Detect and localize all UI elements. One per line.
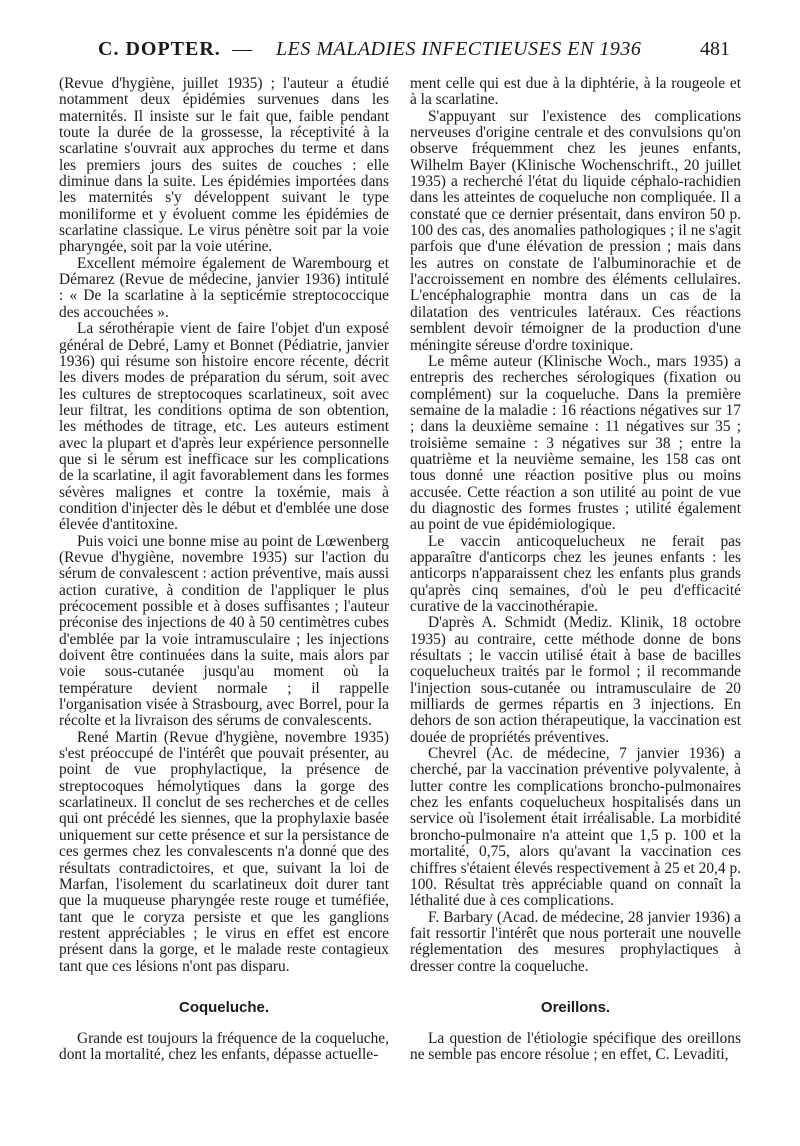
paragraph: ment celle qui est due à la diphtérie, à la rougeole et à la scarlatine.: [410, 75, 741, 109]
paragraph: Chevrel (Ac. de médecine, 7 janvier 1936) a cherché, par la vaccination préventive polyvalente, à lutter contre les complications broncho-pulmonaires chez les enfants coquelucheux hospitalisés dans un service où l'isolement était irréalisable. La morbidité broncho-pulmonaire n'a atteint que 1,5 p. 100 et la mortalité, 0,75, alors qu'avant la vaccination ces chiffres s'étaient élevés respectivement à 25 et 20,4 p. 100. Résultat très appréciable quand on connaît la léthalité due à ces complications.: [410, 745, 741, 910]
paragraph: Le même auteur (Klinische Woch., mars 1935) a entrepris des recherches sérologiques (fixation ou complément) sur la coqueluche. Dans la première semaine de la maladie : 16 réactions négatives sur 17 ; dans la deuxième semaine : 11 négatives sur 35 ; troisième semaine : 3 négatives sur 38 ; entre la quatrième et la neuvième semaine, les 158 cas ont tous donné une réaction positive plus ou moins accusée. Cette réaction a son utilité au point de vue du diagnostic des formes frustes ; utilité également au point de vue épidémiologique.: [410, 352, 741, 534]
section-heading-coqueluche: Coqueluche.: [178, 999, 269, 1016]
header-title: LES MALADIES INFECTIEUSES EN 1936: [276, 38, 642, 60]
paragraph: Excellent mémoire également de Warembourg et Démarez (Revue de médecine, janvier 1936) intitulé : « De la scarlatine à la septicémie streptococcique des accouchées ».: [59, 254, 389, 321]
coqueluche-text: [59, 1031, 389, 1064]
page-number: 481: [700, 38, 730, 60]
paragraph: D'après A. Schmidt (Mediz. Klinik, 18 octobre 1935) au contraire, cette méthode donne de bons résultats ; le vaccin utilisé était à base de bacilles coquelucheux traités par le formol ; il recommande l'injection sous-cutanée ou intramusculaire de 20 milliards de germes répartis en 3 injections. En dehors de son action thérapeutique, la vaccination est douée de propriétés préventives.: [410, 614, 741, 746]
paragraph: Grande est toujours la fréquence de la coqueluche, dont la mortalité, chez les enfants, dépasse actuelle-: [59, 1030, 389, 1064]
section-heading-oreillons: Oreillons.: [540, 999, 611, 1016]
running-header: [0, 38, 800, 68]
paragraph: Le vaccin anticoquelucheux ne ferait pas apparaître d'anticorps chez les jeunes enfants : les anticorps n'apparaissent chez les enfants plus grands qu'après cinq semaines, d'où le peu d'efficacité curative de la vaccinothérapie.: [410, 532, 741, 615]
header-author: C. DOPTER.: [98, 38, 221, 60]
paragraph: Puis voici une bonne mise au point de Lœwenberg (Revue d'hygiène, novembre 1935) sur l'action du sérum de convalescent : action préventive, mais aussi action curative, à condition de l'appliquer le plus précocement possible et à doses suffisantes ; l'auteur préconise des injections de 40 à 50 centimètres cubes d'emblée par la voie intramusculaire ; les injections doivent être continuées dans la suite, mais alors par voie sous-cutanée jusqu'au moment où la température devient normale ; il rappelle l'organisation visée à Strasbourg, avec Borrel, pour la récolte et la livraison des sérums de convalescents.: [59, 532, 389, 730]
paragraph: René Martin (Revue d'hygiène, novembre 1935) s'est préoccupé de l'intérêt que pouvait présenter, au point de vue prophylactique, la présence de streptocoques hémolytiques dans la gorge des scarlatineux. Il conclut de ses recherches et de celles qui ont précédé les siennes, que la prophylaxie basée uniquement sur cette présence et sur la persistance de ces germes chez les convalescents n'a donné que des résultats contradictoires, et que, suivant la loi de Marfan, l'isolement du scarlatineux doit durer tant que la muqueuse pharyngée reste rouge et tuméfiée, tant que le coryza persiste et que les ganglions restent appréciables ; le virus en effet est encore présent dans la gorge, et le malade reste contagieux tant que ces lésions n'ont pas disparu.: [59, 728, 389, 975]
left-column: [59, 76, 389, 975]
oreillons-text: [410, 1031, 741, 1064]
paragraph: F. Barbary (Acad. de médecine, 28 janvier 1936) a fait ressortir l'intérêt que nous porterait une nouvelle réglementation des mesures prophylactiques à dresser contre la coqueluche.: [410, 908, 741, 975]
header-separator: —: [232, 38, 252, 60]
paragraph: (Revue d'hygiène, juillet 1935) ; l'auteur a étudié notamment deux épidémies survenues dans les maternités. Il insiste sur le fait que, faible pendant toute la durée de la grossesse, la réceptivité à la scarlatine s'ouvrait aux approches du terme et dans les premiers jours des suites de couches : elle diminue dans la suite. Les épidémies importées dans les maternités s'y développent suivant le type moniliforme et y évoluent comme les épidémies de scarlatine classique. Le virus pénètre soit par la voie pharyngée, soit par la voie utérine.: [59, 75, 389, 256]
right-column: [410, 76, 741, 975]
paragraph: S'appuyant sur l'existence des complications nerveuses d'origine centrale et des convulsions qu'on observe fréquemment chez les jeunes enfants, Wilhelm Bayer (Klinische Wochenschrift., 20 juillet 1935) a recherché l'état du liquide céphalo-rachidien dans les atteintes de coqueluche non compliquée. Il a constaté que ce dernier présentait, dans environ 50 p. 100 des cas, des anomalies pathologiques ; il ne s'agit parfois que d'une élévation de pression ; mais dans les autres on constate de l'albuminorachie et de l'accroissement en nombre des éléments cellulaires. L'encéphalographie montra dans un cas de la dilatation des ventricules latéraux. Ces réactions semblent devoir témoigner de la production d'une méningite séreuse d'ordre toxinique.: [410, 107, 741, 354]
paragraph: La sérothérapie vient de faire l'objet d'un exposé général de Debré, Lamy et Bonnet (Pédiatrie, janvier 1936) qui résume son histoire encore récente, décrit les divers modes de préparation du sérum, soit avec les cultures de streptocoques scarlatineux, soit avec leur filtrat, les conditions optima de son obtention, les méthodes de titrage, etc. Les auteurs estiment avec la plupart et d'après leur expérience personnelle que si le sérum est inefficace sur les complications de la scarlatine, il agit favorablement dans les formes sévères malignes et contre la toxémie, mais à condition d'injecter dès le début et d'emblée une dose élevée d'antitoxine.: [59, 320, 389, 534]
paragraph: La question de l'étiologie spécifique des oreillons ne semble pas encore résolue ; en effet, C. Levaditi,: [410, 1030, 741, 1064]
